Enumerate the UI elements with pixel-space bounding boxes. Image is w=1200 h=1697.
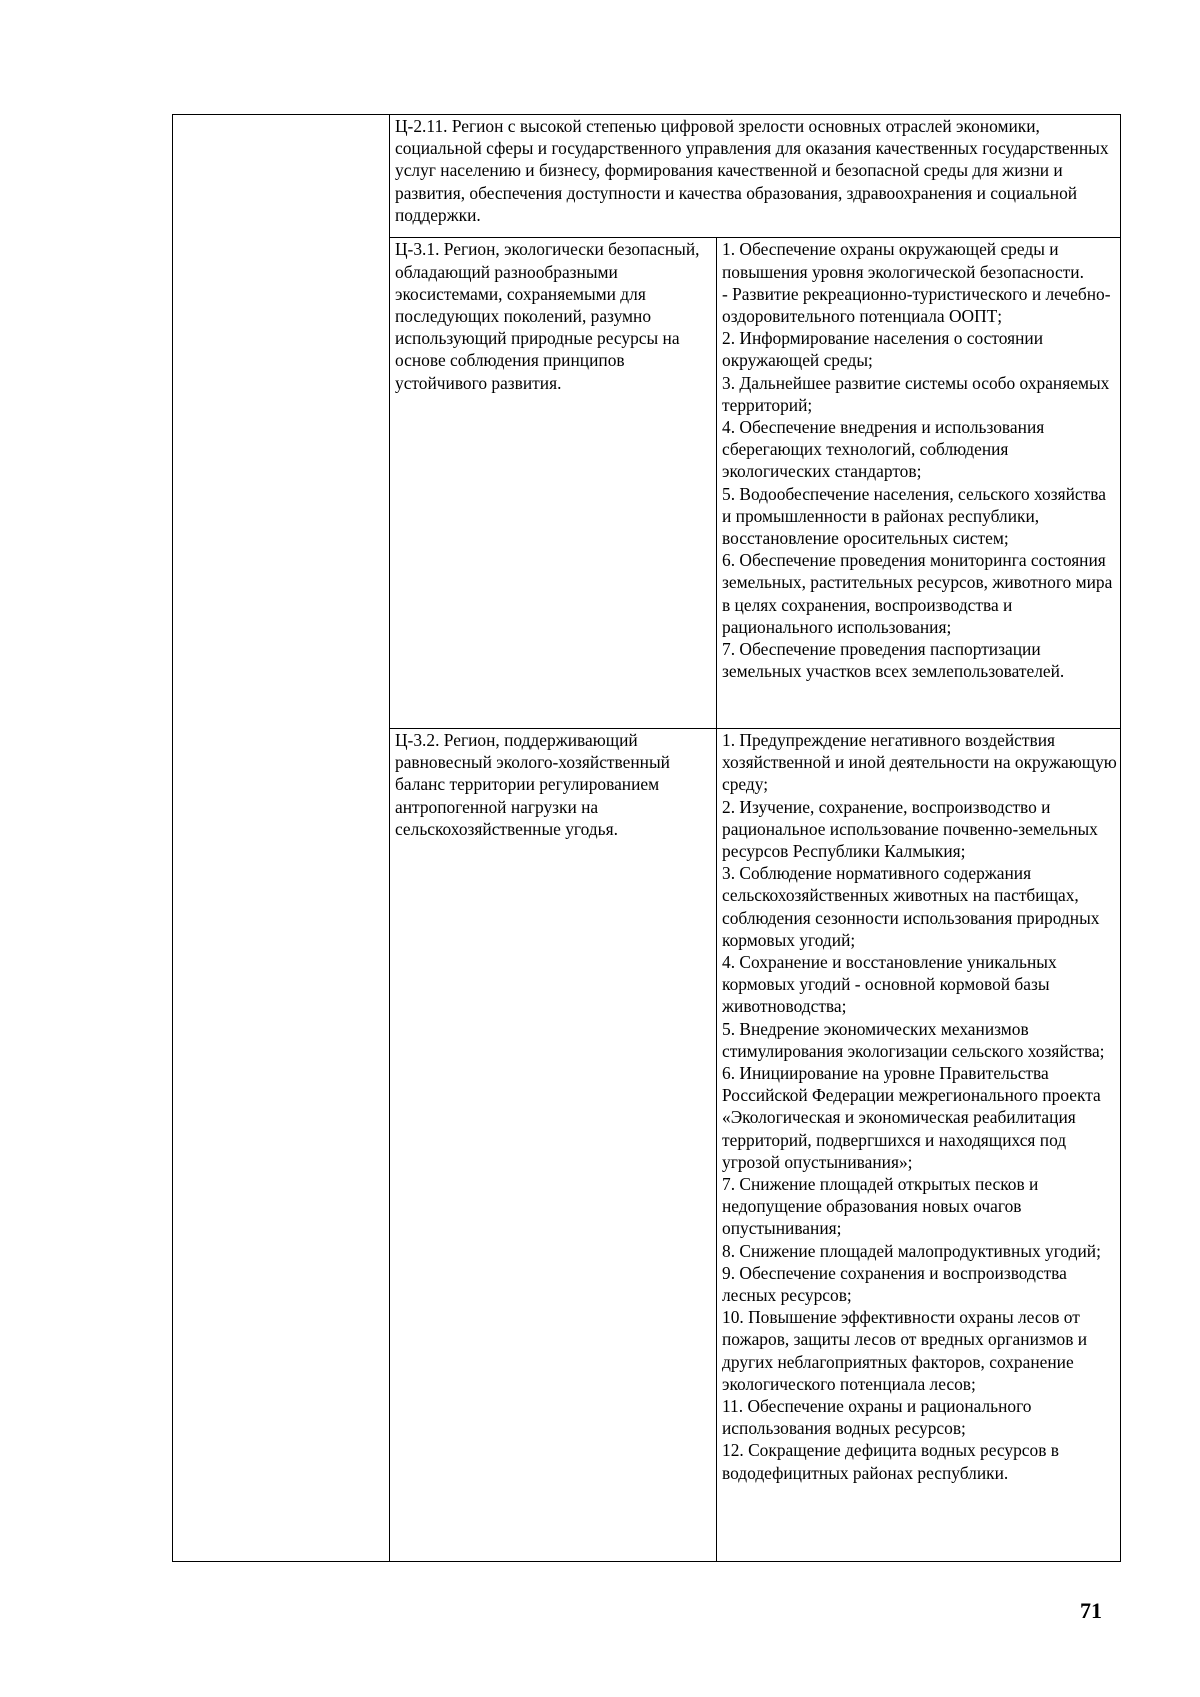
task-item: 5. Внедрение экономических механизмов стимулирования экологизации сельского хозяйства; [722,1018,1105,1061]
task-item: 3. Соблюдение нормативного содержания сельскохозяйственных животных на пастбищах, соблюдения сезонности использования природных кормовых угодий; [722,863,1100,950]
goal-cell: Ц-3.2. Регион, поддерживающий равновесный эколого-хозяйственный баланс территории регулированием антропогенной нагрузки на сельскохозяйственные угодья. [390,728,717,1561]
task-item: 2. Изучение, сохранение, воспроизводство и рациональное использование почвенно-земельных ресурсов Республики Калмыкия; [722,796,1098,861]
page-number: 71 [1080,1598,1102,1623]
task-item: 12. Сокращение дефицита водных ресурсов в вододефицитных районах республики. [722,1440,1059,1483]
task-item: 3. Дальнейшее развитие системы особо охраняемых территорий; [722,372,1110,415]
tasks-cell [717,238,1121,728]
task-item: 11. Обеспечение охраны и рационального использования водных ресурсов; [722,1396,1032,1439]
task-item: 5. Водообеспечение населения, сельского хозяйства и промышленности в районах республики, восстановление оросительных систем; [722,483,1106,549]
task-item: 6. Инициирование на уровне Правительства Российской Федерации межрегионального проекта «Экологическая и экономическая реабилитация территорий, подвергшихся и находящихся под угрозой опустынивания»; [722,1062,1101,1172]
table-row [173,115,1121,238]
task-item: 2. Информирование населения о состоянии окружающей среды; [722,328,1044,371]
task-item: 4. Сохранение и восстановление уникальных кормовых угодий - основной кормовой базы животноводства; [722,951,1057,1017]
task-item: 8. Снижение площадей малопродуктивных угодий; [722,1240,1101,1261]
task-item: 4. Обеспечение внедрения и использования сберегающих технологий, соблюдения экологических стандартов; [722,417,1045,482]
task-item: 1. Обеспечение охраны окружающей среды и повышения уровня экологической безопасности. [722,239,1084,282]
goal-cell: Ц-3.1. Регион, экологически безопасный, обладающий разнообразными экосистемами, сохраняемыми для последующих поколений, разумно использующий природные ресурсы на основе соблюдения принципов устойчивого развития. [390,238,717,728]
task-item: 1. Предупреждение негативного воздействия хозяйственной и иной деятельности на окружающую среду; [722,729,1117,795]
tasks-cell [717,728,1121,1561]
blank-column-cell [173,115,390,1562]
task-item: 6. Обеспечение проведения мониторинга состояния земельных, растительных ресурсов, животного мира в целях сохранения, воспроизводства и рационального использования; [722,550,1113,637]
goals-table [172,114,1121,1562]
task-item: 7. Обеспечение проведения паспортизации земельных участков всех землепользователей. [722,639,1065,682]
task-item: 10. Повышение эффективности охраны лесов от пожаров, защиты лесов от вредных организмов и других неблагоприятных факторов, сохранение экологического потенциала лесов; [722,1307,1088,1394]
task-item: - Развитие рекреационно-туристического и лечебно-оздоровительного потенциала ООПТ; [722,283,1111,327]
task-item: 7. Снижение площадей открытых песков и недопущение образования новых очагов опустынивания; [722,1173,1039,1239]
task-item: 9. Обеспечение сохранения и воспроизводства лесных ресурсов; [722,1262,1067,1305]
header-goal-cell: Ц-2.11. Регион с высокой степенью цифровой зрелости основных отраслей экономики, социальной сферы и государственного управления для оказания качественных государственных услуг населению и бизнесу, формирования качественной и безопасной среды для жизни и развития, обеспечения доступности и качества образования, здравоохранения и социальной поддержки. [390,115,1121,238]
